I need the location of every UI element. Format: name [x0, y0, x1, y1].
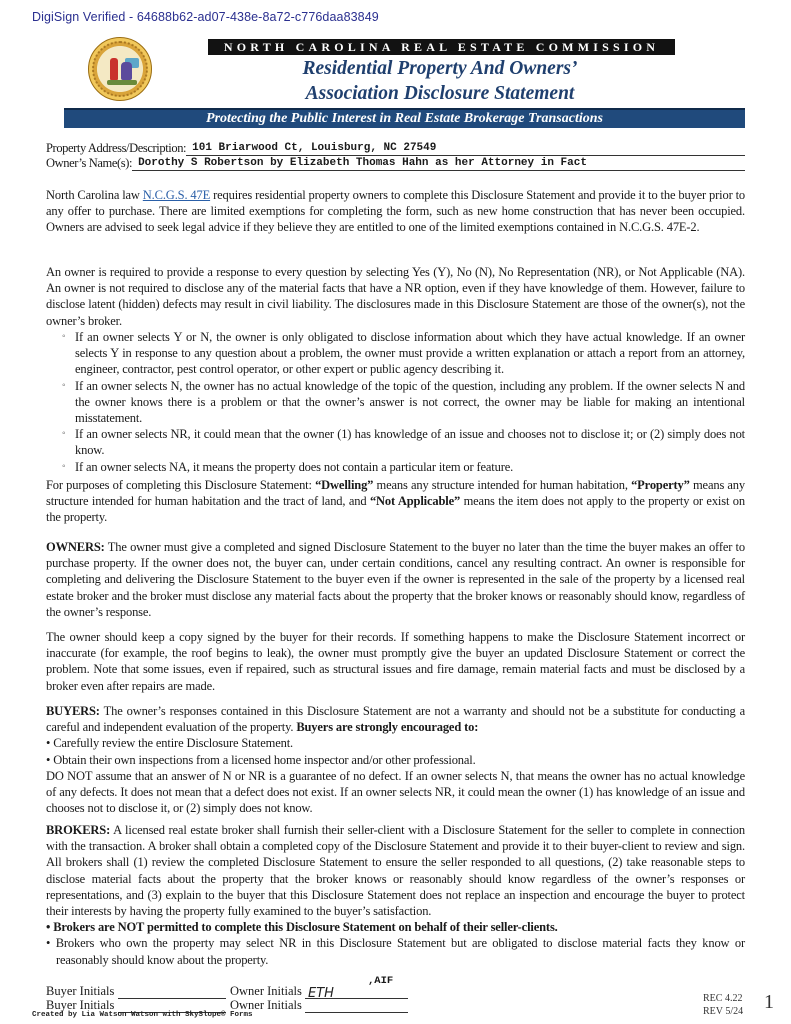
definitions-lead: For purposes of completing this Disclosure Statement: [46, 478, 316, 492]
document-title-line1: Residential Property And Owners’ [302, 58, 578, 79]
owners-heading: OWNERS: [46, 540, 105, 554]
buyers-section [46, 703, 745, 816]
owner-initials-row-2 [230, 998, 408, 1013]
buyers-encourage: Buyers are strongly encouraged to: [296, 720, 479, 735]
page-footer [0, 975, 791, 1024]
owner-initials-label: Owner Initials [230, 998, 302, 1012]
owner-initials-label: Owner Initials [230, 984, 302, 998]
definitions-paragraph [46, 477, 745, 526]
list-item: • Carefully review the entire Disclosure Statement. [46, 736, 293, 751]
seal-icon [88, 37, 152, 101]
rev-code: REC 4.22 [703, 993, 743, 1004]
owner-initials-field-1[interactable]: ETH [305, 986, 408, 999]
property-address-field[interactable]: 101 Briarwood Ct, Louisburg, NC 27549 [186, 142, 745, 156]
page-number: 1 [764, 991, 774, 1013]
list-item: ◦ If an owner selects NA, it means the property does not contain a particular item or feature. [62, 459, 745, 475]
buyers-text: The owner’s responses contained in this Disclosure Statement are not a warranty and should not be a substitute for conducting a careful and independent evaluation of the property. [46, 704, 745, 735]
list-item: ◦ If an owner selects N, the owner has no actual knowledge of the topic of the question, including any problem. If the owner selects N and the owner knows there is a problem or that the owner’s answer is not correct, the owner may be liable for making an intentional misstatement. [62, 378, 745, 427]
owner-initials-field-2[interactable] [305, 1000, 408, 1013]
brokers-section [46, 822, 745, 968]
owners-text: The owner must give a completed and signed Disclosure Statement to the buyer no later than the time the buyer makes an offer to purchase property. If the owner does not, the buyer can, under certain conditions, cancel any resulting contract. An owner is responsible for completing and delivering the Disclosure Statement to the buyer even if the owner is represented in the sale of the property by a licensed real estate broker and the broker must disclose any material facts about the property that the broker knows or reasonably should know, regardless of the owner’s response. [46, 540, 745, 619]
revision-info [703, 992, 743, 1018]
buyer-initials-row-1 [46, 984, 226, 999]
list-item: ◦ If an owner selects NR, it could mean that the owner (1) has knowledge of an issue and chooses not to disclose it; or (2) simply does not know. [62, 426, 745, 458]
seal-ground [107, 80, 137, 85]
buyer-initials-label: Buyer Initials [46, 998, 115, 1012]
brokers-text: A licensed real estate broker shall furnish their seller-client with a Disclosure Statement for the seller to complete in connection with the transaction. A broker shall obtain a completed copy of the Disclosure Statement and provide it to their buyer-client to review and sign. All brokers shall (1) review the completed Disclosure Statement to ensure the seller responded to all questions, (2) take reasonable steps to disclose material facts about the property that the broker knows or reasonably should know regardless of the owner’s responses or representations, and (3) explain to the buyer that this Disclosure Statement does not replace an inspection and encourage the buyer to protect their interests by having the property fully examined to the buyer’s satisfaction. [46, 823, 745, 919]
created-by-note: Created by Lia Watson Watson with SkySlope® Forms [32, 1011, 253, 1019]
intro-paragraph [46, 187, 745, 236]
def-dwelling: means any structure intended for human habitation, [373, 478, 632, 492]
property-address-row [46, 141, 745, 156]
seal-ring [92, 41, 148, 97]
property-address-label: Property Address/Description: [46, 141, 187, 155]
brokers-intro [46, 822, 745, 919]
buyers-closing: DO NOT assume that an answer of N or NR is a guarantee of no defect. If an owner selects N, that means the owner has no actual knowledge of any defects. It does not mean that a defect does not exist. If an owner selects NR, it could mean the owner (1) has knowledge of an issue and chooses not to disclose it, or (2) simply does not know. [46, 768, 745, 816]
def-not-applicable: means the item does not apply to the property or exist on the property. [46, 494, 745, 525]
seal-figure-plenty [121, 62, 132, 80]
brokers-heading: BROKERS: [46, 823, 111, 837]
list-item: • Obtain their own inspections from a licensed home inspector and/or other professional. [46, 752, 476, 767]
tagline-banner: Protecting the Public Interest in Real Estate Brokerage Transactions [64, 108, 745, 128]
buyers-intro [46, 703, 745, 735]
owners-section [46, 539, 745, 620]
verification-stamp: DigiSign Verified - 64688b62-ad07-438e-8a72-c776daa83849 [32, 10, 379, 24]
ncgs-47e-link[interactable]: N.C.G.S. 47E [142, 188, 211, 202]
term-dwelling: “Dwelling” [315, 478, 374, 492]
term-property: “Property” [631, 478, 690, 492]
def-property: means any structure intended for human habitation and the tract of land, and [46, 478, 746, 509]
owner-name-row [46, 156, 745, 171]
document-title-line2: Association Disclosure Statement [305, 83, 575, 104]
list-item: • Brokers who own the property may select NR in this Disclosure Statement but are obligated to disclose material facts they know or reasonably should know about the property. [46, 936, 745, 967]
response-paragraph: An owner is required to provide a response to every question by selecting Yes (Y), No (N), No Representation (NR), or Not Applicable (NA). An owner is not required to disclose any of the material facts that have a NR option, even if they have knowledge of them. However, failure to disclose latent (hidden) defects may result in civil liability. The disclosures made in this Disclosure Statement are those of the owner(s), not the owner’s broker. [46, 265, 745, 328]
owner-name-label: Owner’s Name(s): [46, 156, 133, 170]
commission-banner: NORTH CAROLINA REAL ESTATE COMMISSION [208, 39, 675, 55]
owner-name-field[interactable]: Dorothy S Robertson by Elizabeth Thomas Hahn as her Attorney in Fact [132, 157, 745, 171]
seal-figure-liberty [110, 58, 118, 80]
rev-date: REV 5/24 [703, 1006, 744, 1017]
list-item: ◦ If an owner selects Y or N, the owner is only obligated to disclose information about which they have actual knowledge. If an owner selects Y in response to any question about a problem, the owner must provide a written explanation or attach a report from an attorney, engineer, contractor, pest control operator, or other expert or public agency describing it. [62, 329, 745, 378]
buyers-heading: BUYERS: [46, 704, 100, 718]
term-not-applicable: “Not Applicable” [369, 494, 461, 509]
keep-copy-paragraph: The owner should keep a copy signed by the buyer for their records. If something happens to make the Disclosure Statement incorrect or inaccurate (for example, the roof begins to leak), the owner must promptly give the buyer an updated Disclosure Statement or correct the problem. Note that some issues, even if repaired, such as structural issues and fire damage, remain material facts and must be disclosed by a broker even after repairs are made. [46, 630, 745, 693]
intro-text-start: North Carolina law [46, 188, 143, 202]
response-options-list [62, 329, 745, 475]
owner-initials-suffix: ,AIF [368, 975, 394, 987]
buyer-initials-label: Buyer Initials [46, 984, 115, 998]
intro-text-end: requires residential property owners to complete this Disclosure Statement and provide it to the buyer prior to any offer to purchase. There are limited exemptions for completing the form, such as new home construction that has never been occupied. Owners are advised to seek legal advice if they believe they are entitled to one of the limited exemptions contained in N.C.G.S. 47E-2. [46, 188, 745, 235]
list-item: • Brokers are NOT permitted to complete this Disclosure Statement on behalf of their seller-clients. [46, 920, 558, 935]
